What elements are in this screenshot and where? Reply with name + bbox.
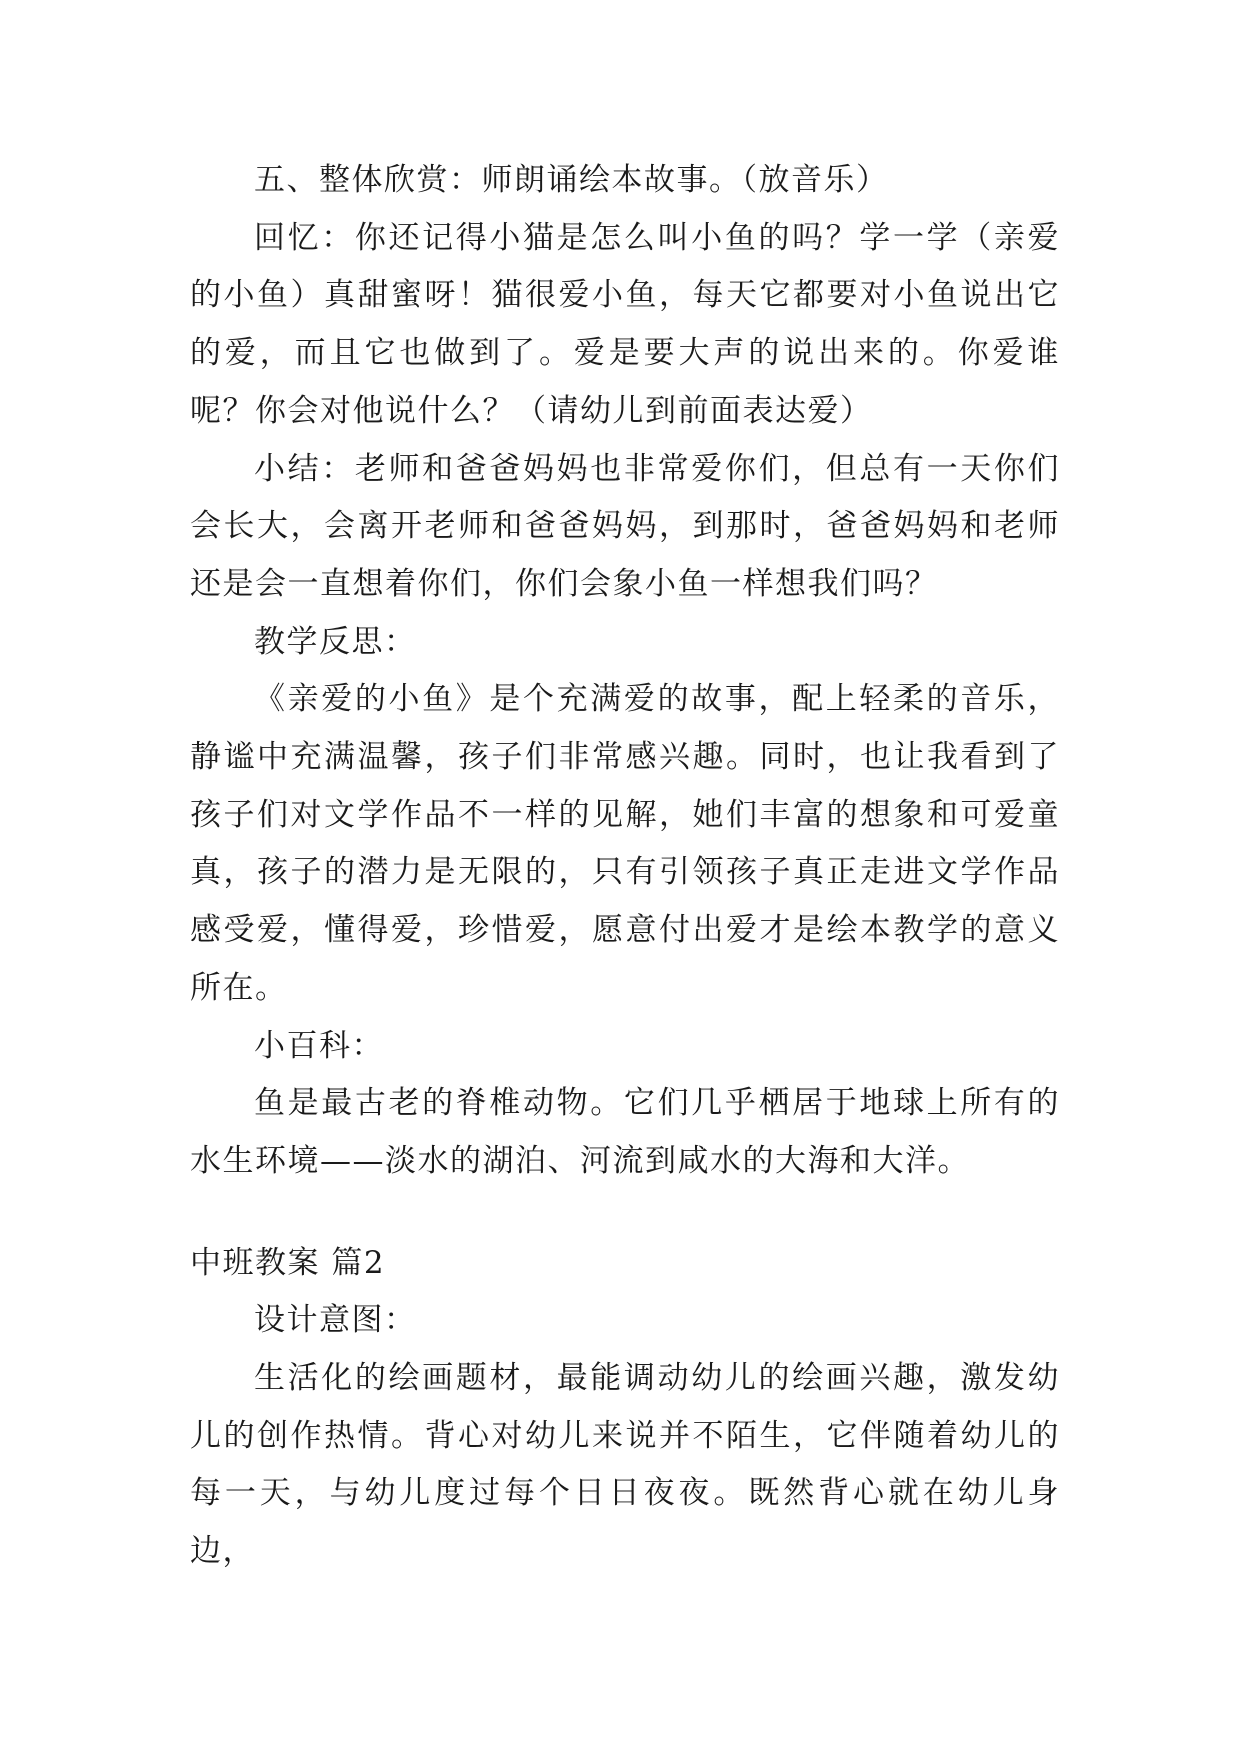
paragraph-design-intent: 生活化的绘画题材，最能调动幼儿的绘画兴趣，激发幼儿的创作热情。背心对幼儿来说并不陌生，它伴随着幼儿的每一天，与幼儿度过每个日日夜夜。既然背心就在幼儿身边， bbox=[190, 1360, 1060, 1570]
paragraph-recall: 回忆：你还记得小猫是怎么叫小鱼的吗？学一学（亲爱的小鱼）真甜蜜呀！猫很爱小鱼，每天它都要对小鱼说出它的爱，而且它也做到了。爱是要大声的说出来的。你爱谁呢？你会对他说什么？（请幼儿到前面表达爱） bbox=[190, 219, 1060, 429]
paragraph-overall-appreciation: 五、整体欣赏：师朗诵绘本故事。（放音乐） bbox=[254, 162, 889, 198]
paragraph-teaching-reflection-label: 教学反思： bbox=[254, 623, 417, 660]
paragraph-encyclopedia: 鱼是最古老的脊椎动物。它们几乎栖居于地球上所有的水生环境——淡水的湖泊、河流到咸水的大海和大洋。 bbox=[190, 1085, 1060, 1179]
paragraph-design-intent-label: 设计意图： bbox=[254, 1302, 417, 1339]
document-body bbox=[190, 152, 1060, 1581]
section-heading: 中班教案 篇2 bbox=[190, 1244, 386, 1281]
paragraph-teaching-reflection: 《亲爱的小鱼》是个充满爱的故事，配上轻柔的音乐，静谧中充满温馨，孩子们非常感兴趣。同时，也让我看到了孩子们对文学作品不一样的见解，她们丰富的想象和可爱童真，孩子的潜力是无限的，只有引领孩子真正走进文学作品感受爱，懂得爱，珍惜爱，愿意付出爱才是绘本教学的意义所在。 bbox=[190, 681, 1060, 1006]
paragraph-encyclopedia-label: 小百科： bbox=[254, 1027, 384, 1064]
paragraph-summary: 小结：老师和爸爸妈妈也非常爱你们，但总有一天你们会长大，会离开老师和爸爸妈妈，到那时，爸爸妈妈和老师还是会一直想着你们，你们会象小鱼一样想我们吗？ bbox=[190, 450, 1060, 602]
